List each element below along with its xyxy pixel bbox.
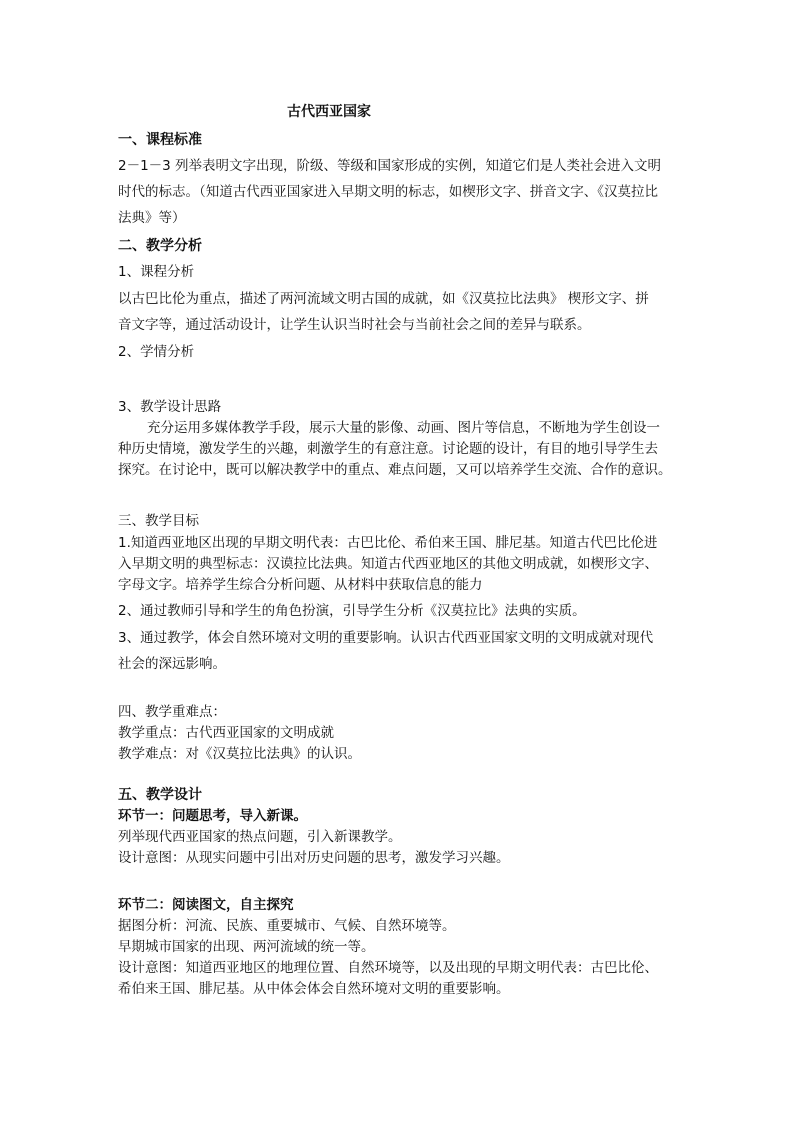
curriculum-line: 法典》等） [118, 210, 186, 226]
link2-line: 设计意图：知道西亚地区的地理位置、自然环境等，以及出现的早期文明代表：古巴比伦、 [118, 960, 658, 976]
link1-line: 列举现代西亚国家的热点问题，引入新课教学。 [118, 829, 402, 845]
subheading-course-analysis: 1、课程分析 [118, 264, 195, 280]
subheading-design-idea: 3、教学设计思路 [118, 399, 222, 415]
link1-line: 设计意图：从现实问题中引出对历史问题的思考，激发学习兴趣。 [118, 850, 510, 866]
page-title: 古代西亚国家 [287, 104, 371, 120]
section-heading-objectives: 三、教学目标 [118, 513, 199, 529]
section-heading-key-points: 四、教学重难点： [118, 704, 226, 720]
section-heading-curriculum: 一、课程标准 [118, 132, 202, 148]
objective-line: 2、通过教师引导和学生的角色扮演，引导学生分析《汉莫拉比》法典的实质。 [118, 603, 586, 619]
key-point-line: 教学重点：古代西亚国家的文明成就 [118, 725, 334, 741]
link1-title: 环节一：问题思考，导入新课。 [118, 808, 307, 824]
section-heading-analysis: 二、教学分析 [118, 238, 202, 254]
objective-line: 入早期文明的典型标志：汉谟拉比法典。知道古代西亚地区的其他文明成就，如楔形文字、 [118, 556, 658, 572]
subheading-student-analysis: 2、学情分析 [118, 344, 195, 360]
link2-title: 环节二：阅读图文，自主探究 [118, 897, 294, 913]
course-analysis-line: 以古巴比伦为重点，描述了两河流域文明古国的成就，如《汉莫拉比法典》 楔形文字、拼 [118, 291, 649, 307]
design-idea-line: 种历史情境，激发学生的兴趣，刺激学生的有意注意。讨论题的设计，有目的地引导学生去 [118, 441, 658, 457]
section-heading-design: 五、教学设计 [118, 787, 202, 803]
objective-line: 3、通过教学，体会自然环境对文明的重要影响。认识古代西亚国家文明的文明成就对现代 [118, 630, 654, 646]
curriculum-line: 时代的标志。（知道古代西亚国家进入早期文明的标志，如楔形文字、拼音文字、《汉莫拉比 [118, 184, 658, 200]
link2-line: 早期城市国家的出现、两河流域的统一等。 [118, 939, 375, 955]
design-idea-line: 充分运用多媒体教学手段，展示大量的影像、动画、图片等信息，不断地为学生创设一 [147, 420, 660, 436]
objective-line: 字母文字。培养学生综合分析问题、从材料中获取信息的能力 [118, 577, 483, 593]
design-idea-line: 探究。在讨论中，既可以解决教学中的重点、难点问题，又可以培养学生交流、合作的意识。 [118, 462, 672, 478]
key-point-line: 教学难点：对《汉莫拉比法典》的认识。 [118, 746, 361, 762]
course-analysis-line: 音文字等，通过活动设计，让学生认识当时社会与当前社会之间的差异与联系。 [118, 317, 591, 333]
link2-line: 据图分析：河流、民族、重要城市、气候、自然环境等。 [118, 918, 456, 934]
objective-line: 社会的深远影响。 [118, 656, 226, 672]
objective-line: 1.知道西亚地区出现的早期文明代表：古巴比伦、希伯来王国、腓尼基。知道古代巴比伦进 [118, 535, 658, 551]
curriculum-line: 2－1－3 列举表明文字出现，阶级、等级和国家形成的实例，知道它们是人类社会进入文明 [118, 158, 662, 174]
link2-line: 希伯来王国、腓尼基。从中体会体会自然环境对文明的重要影响。 [118, 981, 510, 997]
